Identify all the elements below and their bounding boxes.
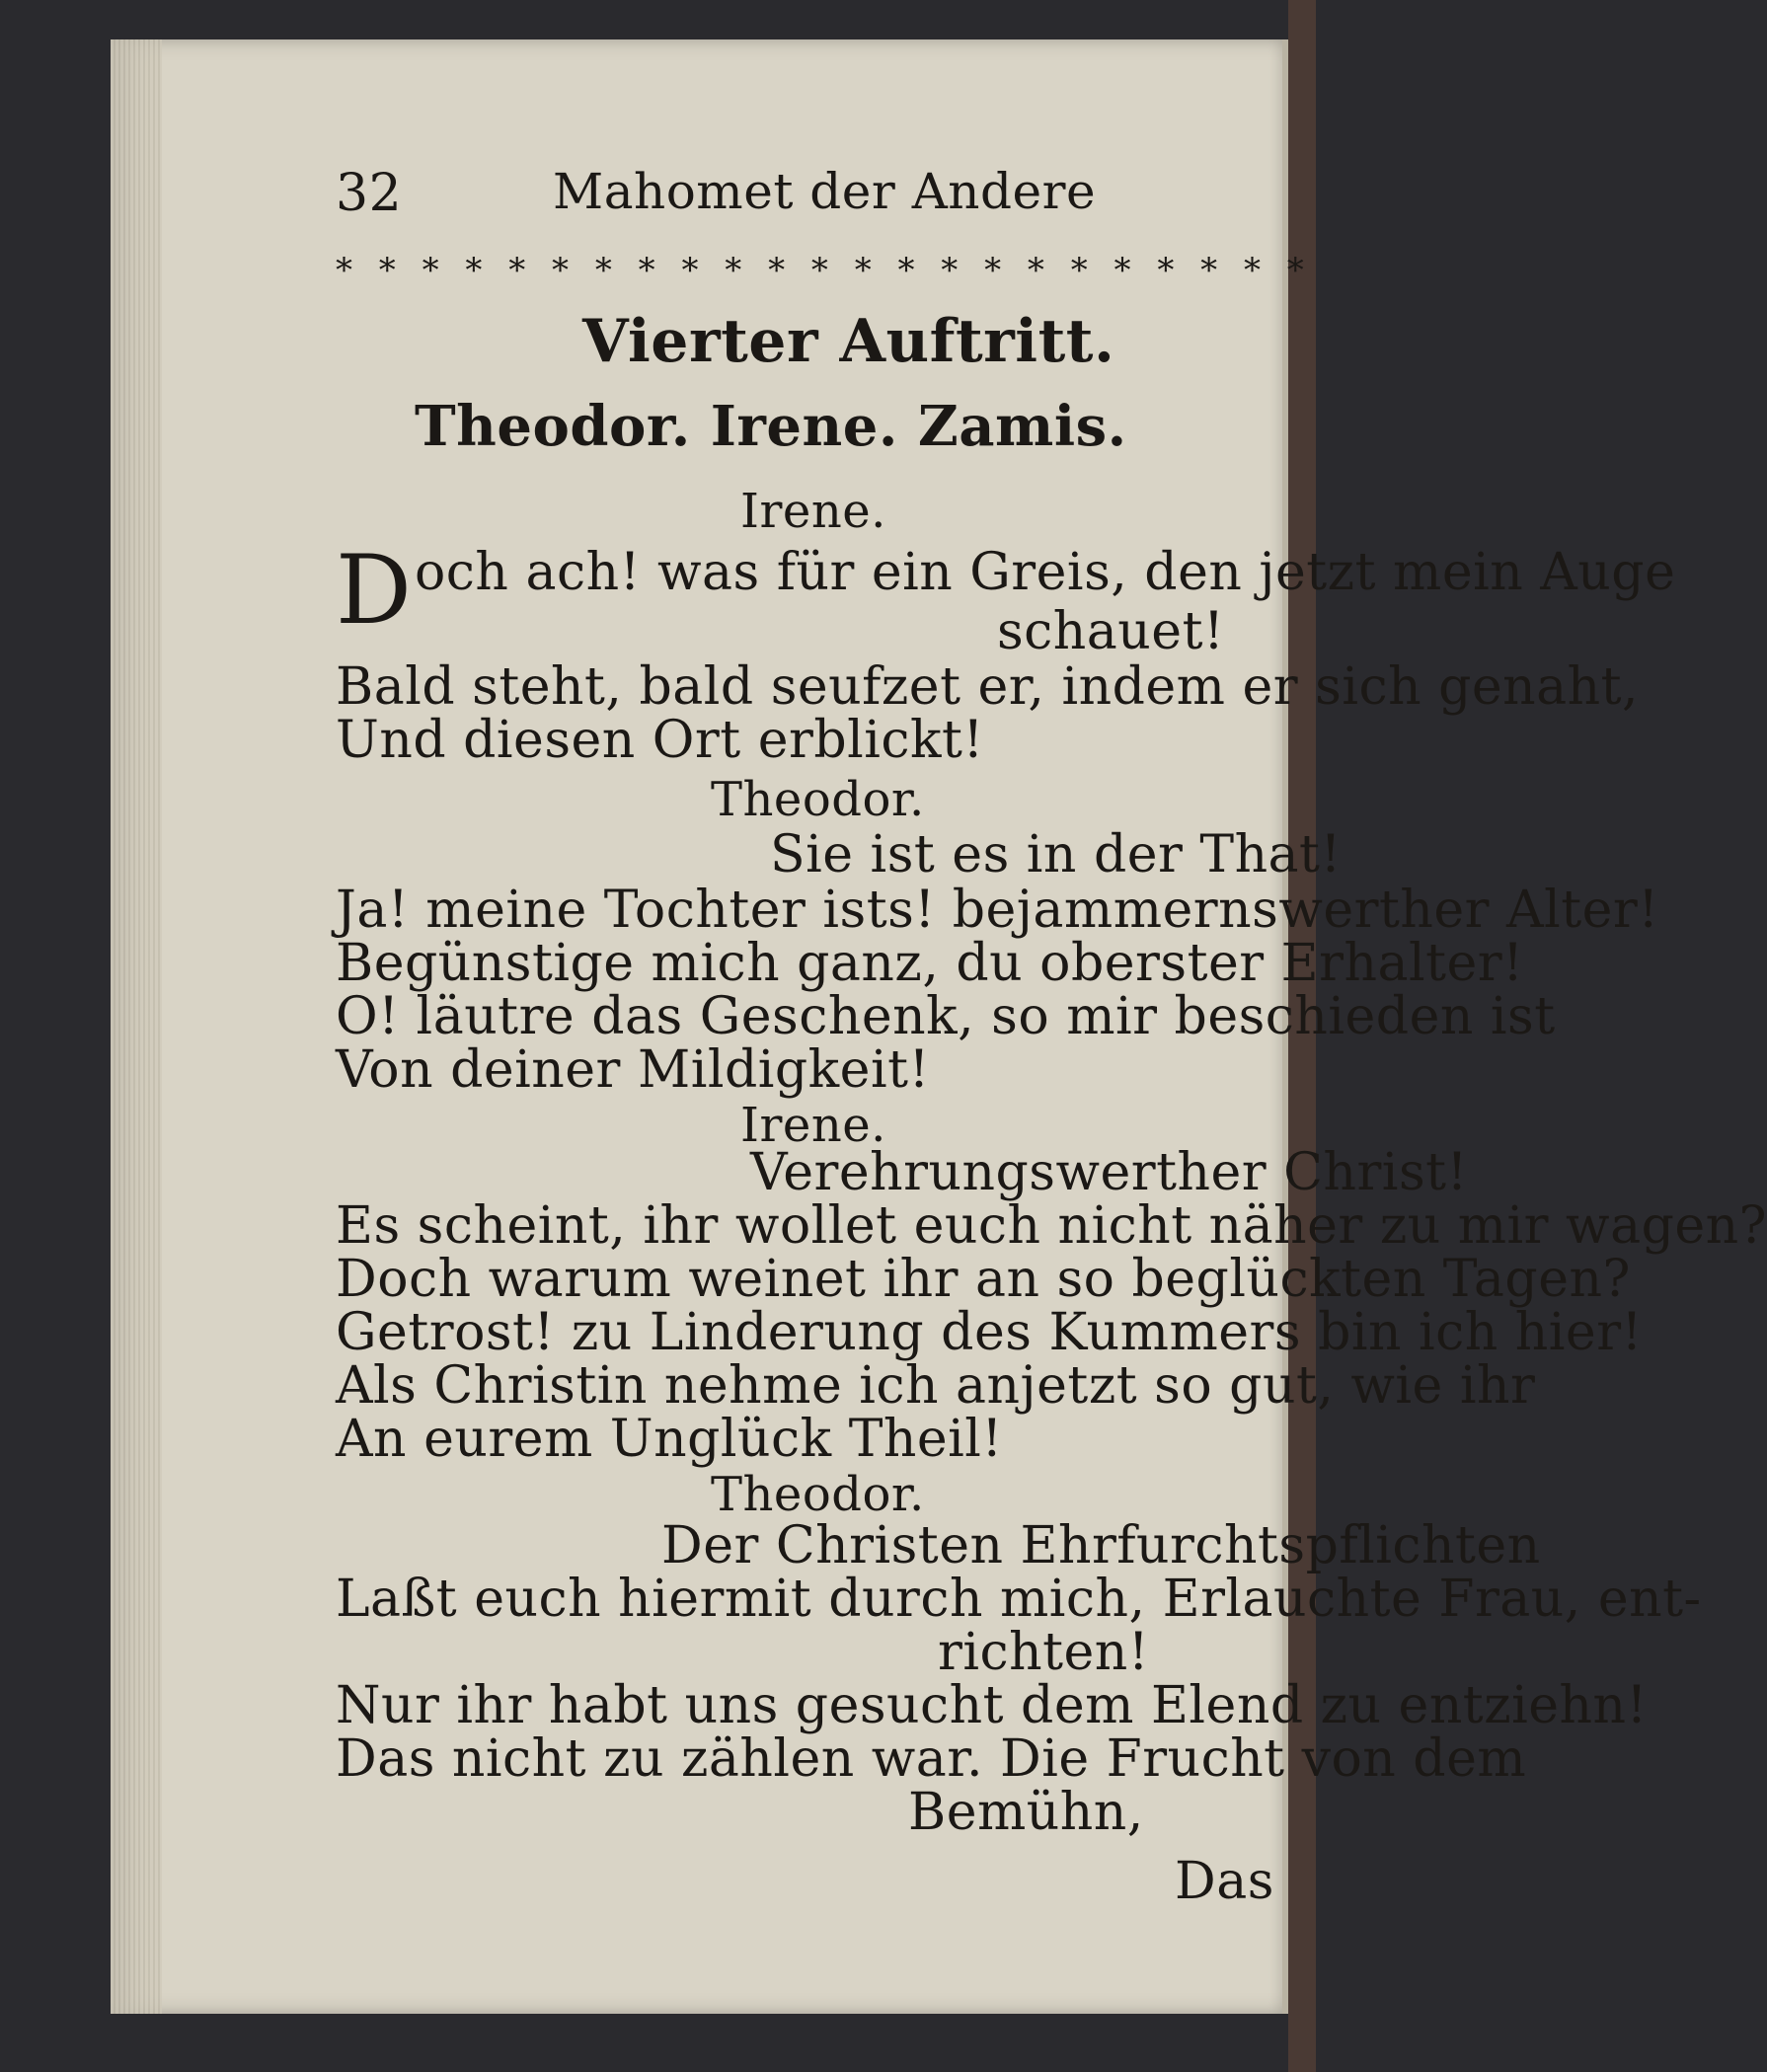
speaker-irene-1: Irene. xyxy=(740,484,886,539)
verse-line: schauet! xyxy=(997,602,1225,661)
verse-line: Es scheint, ihr wollet euch nicht näher zu mir wagen? xyxy=(336,1196,1767,1256)
verse-line: Und diesen Ort erblickt! xyxy=(336,711,984,770)
verse-line: Das nicht zu zählen war. Die Frucht von dem xyxy=(336,1729,1527,1789)
verse-line: richten! xyxy=(938,1623,1150,1682)
verse-line: Nur ihr habt uns gesucht dem Elend zu entziehn! xyxy=(336,1676,1648,1735)
verse-line: Doch warum weinet ihr an so beglückten Tagen? xyxy=(336,1250,1631,1309)
page-number: 32 xyxy=(336,164,403,223)
verse-line: Als Christin nehme ich anjetzt so gut, wie ihr xyxy=(336,1356,1536,1416)
running-title: Mahomet der Andere xyxy=(553,163,1097,220)
ornament-rule: * * * * * * * * * * * * * * * * * * * * * * * xyxy=(336,251,1312,290)
drop-cap: D xyxy=(336,535,412,646)
verse-line: Getrost! zu Linderung des Kummers bin ich hier! xyxy=(336,1303,1643,1362)
verse-line: Laßt euch hiermit durch mich, Erlauchte Frau, ent- xyxy=(336,1570,1702,1629)
verse-line: Sie ist es in der That! xyxy=(770,825,1342,884)
verse-line: Der Christen Ehrfurchtspflichten xyxy=(661,1516,1541,1575)
speaker-irene-2: Irene. xyxy=(740,1098,886,1153)
verse-line: Bemühn, xyxy=(908,1783,1144,1842)
speaker-theodor-1: Theodor. xyxy=(711,772,925,827)
speaker-theodor-2: Theodor. xyxy=(711,1467,925,1522)
scene-title: Vierter Auftritt. xyxy=(582,307,1115,376)
verse-line: An eurem Unglück Theil! xyxy=(336,1410,1003,1469)
verse-line: O! läutre das Geschenk, so mir beschieden ist xyxy=(336,987,1556,1046)
catchword: Das xyxy=(1175,1852,1274,1911)
verse-line: Von deiner Mildigkeit! xyxy=(336,1040,930,1100)
verse-line: Bald steht, bald seufzet er, indem er sich genaht, xyxy=(336,657,1640,717)
scene-characters: Theodor. Irene. Zamis. xyxy=(415,394,1127,459)
verse-line: Begünstige mich ganz, du oberster Erhalter! xyxy=(336,934,1524,993)
verse-line: och ach! was für ein Greis, den jetzt mein Auge xyxy=(415,543,1676,602)
verse-line: Verehrungswerther Christ! xyxy=(750,1143,1468,1202)
verse-line: Ja! meine Tochter ists! bejammernswerther Alter! xyxy=(336,881,1659,940)
